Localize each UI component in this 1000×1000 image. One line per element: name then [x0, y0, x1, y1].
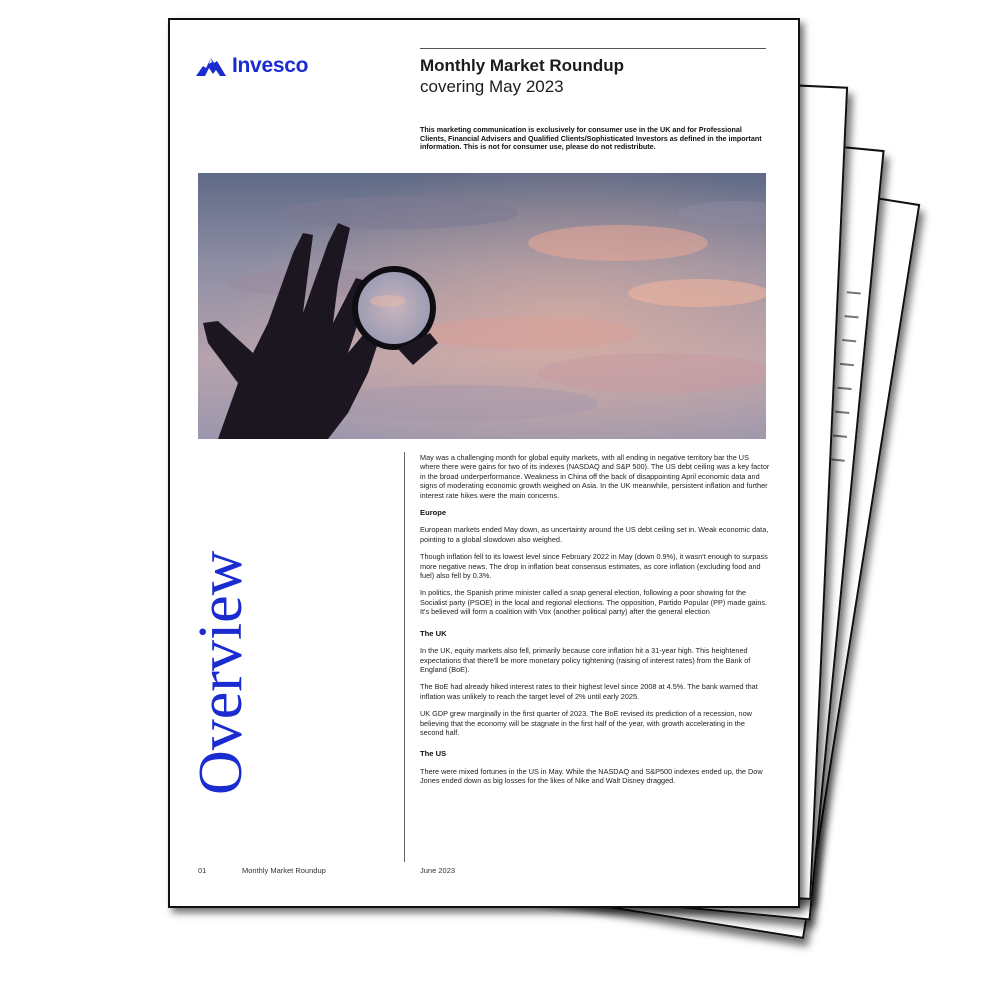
heading-europe: Europe: [420, 508, 447, 518]
document-page: [168, 18, 800, 908]
heading-us: The US: [420, 749, 447, 759]
footer-page-number: 01: [198, 866, 207, 875]
document-title: Monthly Market Roundup: [420, 56, 624, 75]
mountain-logo-icon: [196, 56, 226, 76]
column-rule: [404, 452, 405, 862]
hero-image: [198, 173, 766, 439]
hand-holding-lens-image: [198, 173, 766, 439]
document-subtitle: covering May 2023: [420, 77, 564, 96]
uk-paragraph-3: UK GDP grew marginally in the first quarter of 2023. The BoE revised its prediction of a recession, now believing that the economy will be stagnate in the first half of the year, with growth accelerating in the second half.: [420, 709, 752, 737]
europe-paragraph-1: European markets ended May down, as uncertainty around the US debt ceiling set in. Weak economic data, pointing to a global slowdown also weighed.: [420, 525, 769, 544]
europe-paragraph-2: Though inflation fell to its lowest level since February 2022 in May (down 0.9%), it wasn't enough to surpass more negative news. The drop in inflation beat consensus estimates, as core inflation (excluding food and fuel) also fell by 0.3%.: [420, 552, 768, 581]
uk-paragraph-2: The BoE had already hiked interest rates to their highest level since 2008 at 4.5%. The bank warned that inflation was unlikely to reach the target level of 2% until early 2025.: [420, 682, 758, 701]
header-rule: [420, 48, 766, 49]
footer-title: Monthly Market Roundup: [242, 866, 326, 875]
brand-name: Invesco: [232, 54, 309, 77]
europe-paragraph-3: In politics, the Spanish prime minister called a snap general election, following a poor showing for the Socialist party (PSOE) in the local and regional elections. The opposition, Partido Popular (PP) made gains. It's believed will form a coalition with Vox (another political party) after the general election: [420, 588, 768, 617]
article-body: [420, 453, 770, 794]
footer-date: June 2023: [420, 866, 456, 875]
intro-paragraph: May was a challenging month for global equity markets, with all ending in negative territory bar the US where there were gains for two of its indexes (NASDAQ and S&P 500). The US debt ceiling was a key factor in the broad underperformance. Weakness in China off the back of disappointing April economic data and signs of moderating economic growth weighed on Asia. In the UK meanwhile, persistent inflation and further interest rate hikes were the main concerns.: [420, 453, 770, 500]
disclaimer-text: This marketing communication is exclusively for consumer use in the UK and for Professional Clients, Financial Advisers and Qualified Clients/Sophisticated Investors as defined in the important information. This is not for consumer use, please do not redistribute.: [420, 125, 762, 152]
us-paragraph-1: There were mixed fortunes in the US in May. While the NASDAQ and S&P500 indexes ended up, the Dow Jones ended down as big losses for the likes of Nike and Walt Disney dragged.: [420, 766, 763, 786]
brand-logo: [196, 54, 308, 78]
section-label-overview: Overview: [187, 550, 255, 795]
heading-uk: The UK: [420, 628, 447, 638]
uk-paragraph-1: In the UK, equity markets also fell, primarily because core inflation hit a 31-year high. This heightened expectations that there'll be more monetary policy tightening (raising of interest rates) from the Bank of England (BoE).: [420, 646, 751, 674]
